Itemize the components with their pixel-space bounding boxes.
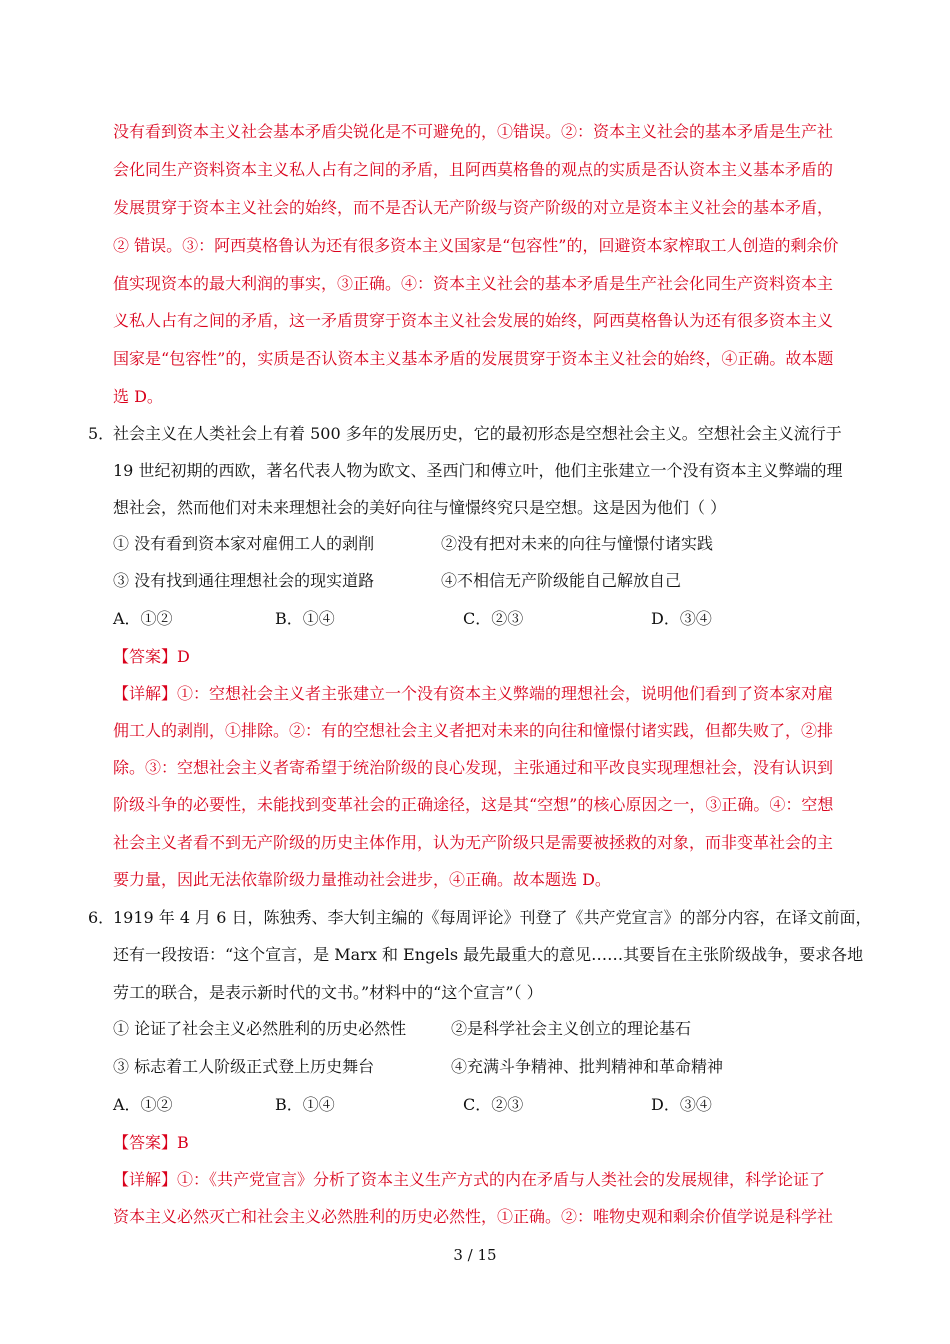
question-stem: 1919 年 4 月 6 日，陈独秀、李大钊主编的《每周评论》刊登了《共产党宣言》的部分内容，在译文前面， bbox=[113, 908, 872, 927]
question-number: 5． bbox=[88, 424, 115, 443]
question-stem: 想社会，然而他们对未来理想社会的美好向往与憧憬终究只是空想。这是因为他们（ ） bbox=[113, 498, 727, 517]
question-number: 6． bbox=[88, 908, 115, 927]
analysis-line: 会化同生产资料资本主义私人占有之间的矛盾，且阿西莫格鲁的观点的实质是否认资本主义基本矛盾的 bbox=[113, 160, 834, 179]
choice-a: A．①② bbox=[113, 1095, 173, 1114]
choice-c: C．②③ bbox=[463, 609, 524, 628]
statement-item: ④充满斗争精神、批判精神和革命精神 bbox=[451, 1057, 724, 1076]
analysis-line: 【详解】①：《共产党宣言》分析了资本主义生产方式的内在矛盾与人类社会的发展规律，科学论证了 bbox=[113, 1170, 826, 1189]
analysis-line: 除。③：空想社会主义者寄希望于统治阶级的良心发现，主张通过和平改良实现理想社会，没有认识到 bbox=[113, 758, 834, 777]
statement-item: ②没有把对未来的向往与憧憬付诸实践 bbox=[441, 534, 714, 553]
analysis-line: 发展贯穿于资本主义社会的始终，而不是否认无产阶级与资产阶级的对立是资本主义社会的基本矛盾， bbox=[113, 198, 834, 217]
analysis-line: 选 D。 bbox=[113, 387, 163, 406]
analysis-line: 要力量，因此无法依靠阶级力量推动社会进步，④正确。故本题选 D。 bbox=[113, 870, 611, 889]
question-stem: 还有一段按语：“这个宣言，是 Marx 和 Engels 最先最重大的意见……其要旨在主张阶级战争，要求各地 bbox=[113, 945, 864, 964]
page-number: 3 / 15 bbox=[453, 1246, 497, 1264]
statement-item: ③ 没有找到通往理想社会的现实道路 bbox=[113, 571, 375, 590]
choice-b: B．①④ bbox=[275, 1095, 335, 1114]
analysis-line: 社会主义者看不到无产阶级的历史主体作用，认为无产阶级只是需要被拯救的对象，而非变革社会的主 bbox=[113, 833, 834, 852]
choice-b: B．①④ bbox=[275, 609, 335, 628]
analysis-line: 义私人占有之间的矛盾，这一矛盾贯穿于资本主义社会发展的始终，阿西莫格鲁认为还有很多资本主义 bbox=[113, 311, 834, 330]
analysis-line: 值实现资本的最大利润的事实，③正确。④：资本主义社会的基本矛盾是生产社会化同生产资料资本主 bbox=[113, 274, 834, 293]
analysis-line: 【详解】①：空想社会主义者主张建立一个没有资本主义弊端的理想社会，说明他们看到了资本家对雇 bbox=[113, 684, 834, 703]
choice-a: A．①② bbox=[113, 609, 173, 628]
analysis-line: 国家是“包容性”的，实质是否认资本主义基本矛盾的发展贯穿于资本主义社会的始终，④正确。故本题 bbox=[113, 349, 834, 368]
analysis-line: 阶级斗争的必要性，未能找到变革社会的正确途径，这是其“空想”的核心原因之一，③正确。④：空想 bbox=[113, 795, 834, 814]
question-stem: 劳工的联合，是表示新时代的文书。”材料中的“这个宣言”（ ） bbox=[113, 983, 543, 1002]
analysis-line: 资本主义必然灭亡和社会主义必然胜利的历史必然性，①正确。②：唯物史观和剩余价值学说是科学社 bbox=[113, 1207, 834, 1226]
statement-item: ① 没有看到资本家对雇佣工人的剥削 bbox=[113, 534, 375, 553]
question-stem: 社会主义在人类社会上有着 500 多年的发展历史，它的最初形态是空想社会主义。空想社会主义流行于 bbox=[113, 424, 842, 443]
statement-item: ②是科学社会主义创立的理论基石 bbox=[451, 1019, 692, 1038]
choice-d: D．③④ bbox=[651, 609, 712, 628]
statement-item: ③ 标志着工人阶级正式登上历史舞台 bbox=[113, 1057, 375, 1076]
answer-label: 【答案】D bbox=[113, 647, 190, 666]
answer-label: 【答案】B bbox=[113, 1133, 189, 1152]
statement-item: ④不相信无产阶级能自己解放自己 bbox=[441, 571, 682, 590]
analysis-line: 没有看到资本主义社会基本矛盾尖锐化是不可避免的，①错误。②：资本主义社会的基本矛盾是生产社 bbox=[113, 122, 834, 141]
question-stem: 19 世纪初期的西欧，著名代表人物为欧文、圣西门和傅立叶，他们主张建立一个没有资本主义弊端的理 bbox=[113, 461, 843, 480]
choice-c: C．②③ bbox=[463, 1095, 524, 1114]
statement-item: ① 论证了社会主义必然胜利的历史必然性 bbox=[113, 1019, 407, 1038]
analysis-line: ② 错误。③：阿西莫格鲁认为还有很多资本主义国家是“包容性”的，回避资本家榨取工人创造的剩余价 bbox=[113, 236, 839, 255]
analysis-line: 佣工人的剥削，①排除。②：有的空想社会主义者把对未来的向往和憧憬付诸实践，但都失败了，②排 bbox=[113, 721, 834, 740]
choice-d: D．③④ bbox=[651, 1095, 712, 1114]
